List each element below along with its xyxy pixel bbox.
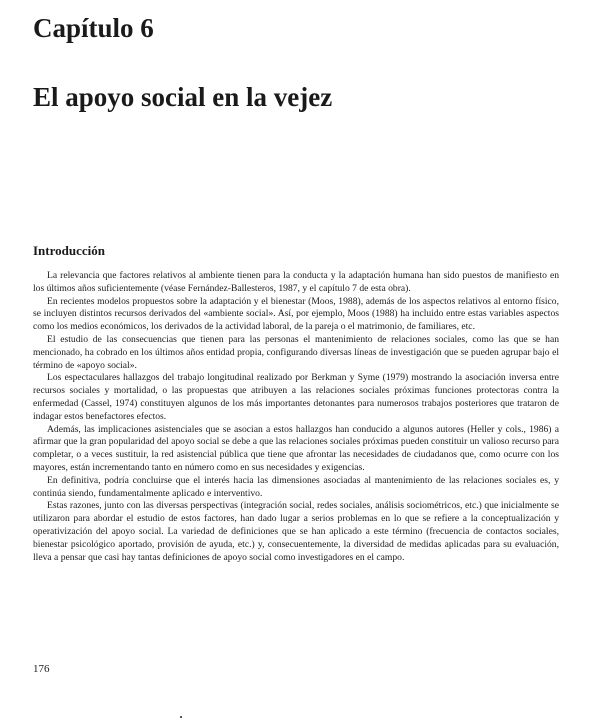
paragraph: Además, las implicaciones asistenciales que se asocian a estos hallazgos han conducido a algunos autores (Heller y cols., 1986) a afirmar que la gran popularidad del apoyo social se debe a que las relaciones sociales próximas pueden constituir un valioso recurso para completar, o a veces sustituir, la red asistencial pública que tiene que afrontar las necesidades de ciudadanos que, como ocurre con los mayores, están incrementando tanto en número como en sus necesidades y exigencias. [33, 423, 559, 473]
chapter-heading: Capítulo 6 [33, 13, 154, 43]
chapter-title: El apoyo social en la vejez [33, 82, 333, 112]
section-heading: Introducción [33, 243, 105, 258]
paragraph: Estas razones, junto con las diversas perspectivas (integración social, redes sociales, análisis sociométricos, etc.) que inicialmente se utilizaron para abordar el estudio de estos factores, han dado lugar a serios problemas en lo que se refiere a la conceptualización y operativización del apoyo social. La variedad de definiciones que se han aplicado a este término (frecuencia de contactos sociales, bienestar psicológico aportado, provisión de ayuda, etc.) y, consecuentemente, la diversidad de medidas aplicadas para su evaluación, lleva a pensar que casi hay tantas definiciones de apoyo social como investigadores en el campo. [33, 500, 559, 563]
ink-speck [180, 716, 182, 718]
paragraph: En definitiva, podría concluirse que el interés hacia las dimensiones asociadas al mantenimiento de las relaciones sociales es, y continúa siendo, fundamentalmente aplicado e interventivo. [33, 474, 559, 499]
page-number: 176 [33, 663, 50, 675]
paragraph: Los espectaculares hallazgos del trabajo longitudinal realizado por Berkman y Syme (1979) mostrando la asociación inversa entre recursos sociales y mortalidad, o las propuestas que atribuyen a las relaciones sociales próximas funciones protectoras contra la enfermedad (Cassel, 1974) constituyen algunos de los más importantes detonantes para numerosos trabajos posteriores que trataron de indagar estos benefactores efectos. [33, 372, 559, 422]
paragraph: En recientes modelos propuestos sobre la adaptación y el bienestar (Moos, 1988), además de los aspectos relativos al entorno físico, se incluyen distintos recursos derivados del «ambiente social». Así, por ejemplo, Moos (1988) ha incluido entre estas variables aspectos como los medios económicos, los derivados de la actividad laboral, de la pareja o el matrimonio, de familiares, etc. [33, 295, 559, 333]
body-text [33, 270, 559, 564]
paragraph: La relevancia que factores relativos al ambiente tienen para la conducta y la adaptación humana han sido puestos de manifiesto en los últimos años suficientemente (véase Fernández-Ballesteros, 1987, y el capítulo 7 de esta obra). [33, 270, 559, 294]
paragraph: El estudio de las consecuencias que tienen para las personas el mantenimiento de relaciones sociales, como las que se han mencionado, ha cobrado en los últimos años entidad propia, configurando diversas líneas de investigación que se pueden agrupar bajo el término de «apoyo social». [33, 333, 559, 371]
